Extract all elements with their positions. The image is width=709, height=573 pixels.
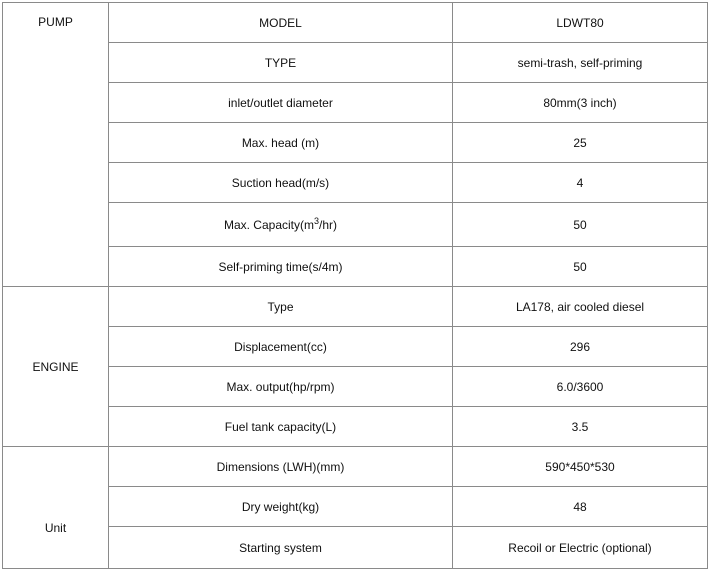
spec-value: semi-trash, self-priming (453, 43, 708, 83)
spec-label: Max. head (m) (109, 123, 453, 163)
spec-value: 3.5 (453, 407, 708, 447)
spec-value: Recoil or Electric (optional) (453, 527, 708, 569)
spec-label: Starting system (109, 527, 453, 569)
spec-value: 590*450*530 (453, 447, 708, 487)
spec-value: 50 (453, 247, 708, 287)
table-row (3, 327, 708, 367)
spec-value: 50 (453, 203, 708, 247)
spec-value: 25 (453, 123, 708, 163)
spec-label: inlet/outlet diameter (109, 83, 453, 123)
spec-label: Suction head(m/s) (109, 163, 453, 203)
spec-value: 6.0/3600 (453, 367, 708, 407)
table-row (3, 447, 708, 487)
group-label-unit: Unit (3, 447, 109, 569)
table-row (3, 287, 708, 327)
spec-label-superscript: 3 (314, 215, 320, 226)
spec-label: Self-priming time(s/4m) (109, 247, 453, 287)
spec-value: LA178, air cooled diesel (453, 287, 708, 327)
table-row (3, 203, 708, 247)
spec-label (109, 203, 453, 247)
table-row (3, 163, 708, 203)
spec-label: Displacement(cc) (109, 327, 453, 367)
spec-label: TYPE (109, 43, 453, 83)
spec-label-prefix: Max. Capacity(m (223, 217, 314, 232)
spec-table (2, 2, 708, 569)
spec-label: Fuel tank capacity(L) (109, 407, 453, 447)
table-row (3, 407, 708, 447)
table-row (3, 527, 708, 569)
table-row (3, 367, 708, 407)
table-row (3, 247, 708, 287)
spec-label: Dimensions (LWH)(mm) (109, 447, 453, 487)
spec-value: LDWT80 (453, 3, 708, 43)
group-label-engine: ENGINE (3, 287, 109, 447)
spec-value: 80mm(3 inch) (453, 83, 708, 123)
table-row (3, 83, 708, 123)
spec-label: Type (109, 287, 453, 327)
group-label-pump: PUMP (3, 3, 109, 287)
table-row (3, 123, 708, 163)
table-row (3, 43, 708, 83)
table-row (3, 3, 708, 43)
spec-value: 296 (453, 327, 708, 367)
table-row (3, 487, 708, 527)
spec-label: Max. output(hp/rpm) (109, 367, 453, 407)
spec-value: 4 (453, 163, 708, 203)
spec-label: MODEL (109, 3, 453, 43)
spec-value: 48 (453, 487, 708, 527)
spec-label: Dry weight(kg) (109, 487, 453, 527)
spec-label-suffix: /hr) (319, 217, 338, 232)
